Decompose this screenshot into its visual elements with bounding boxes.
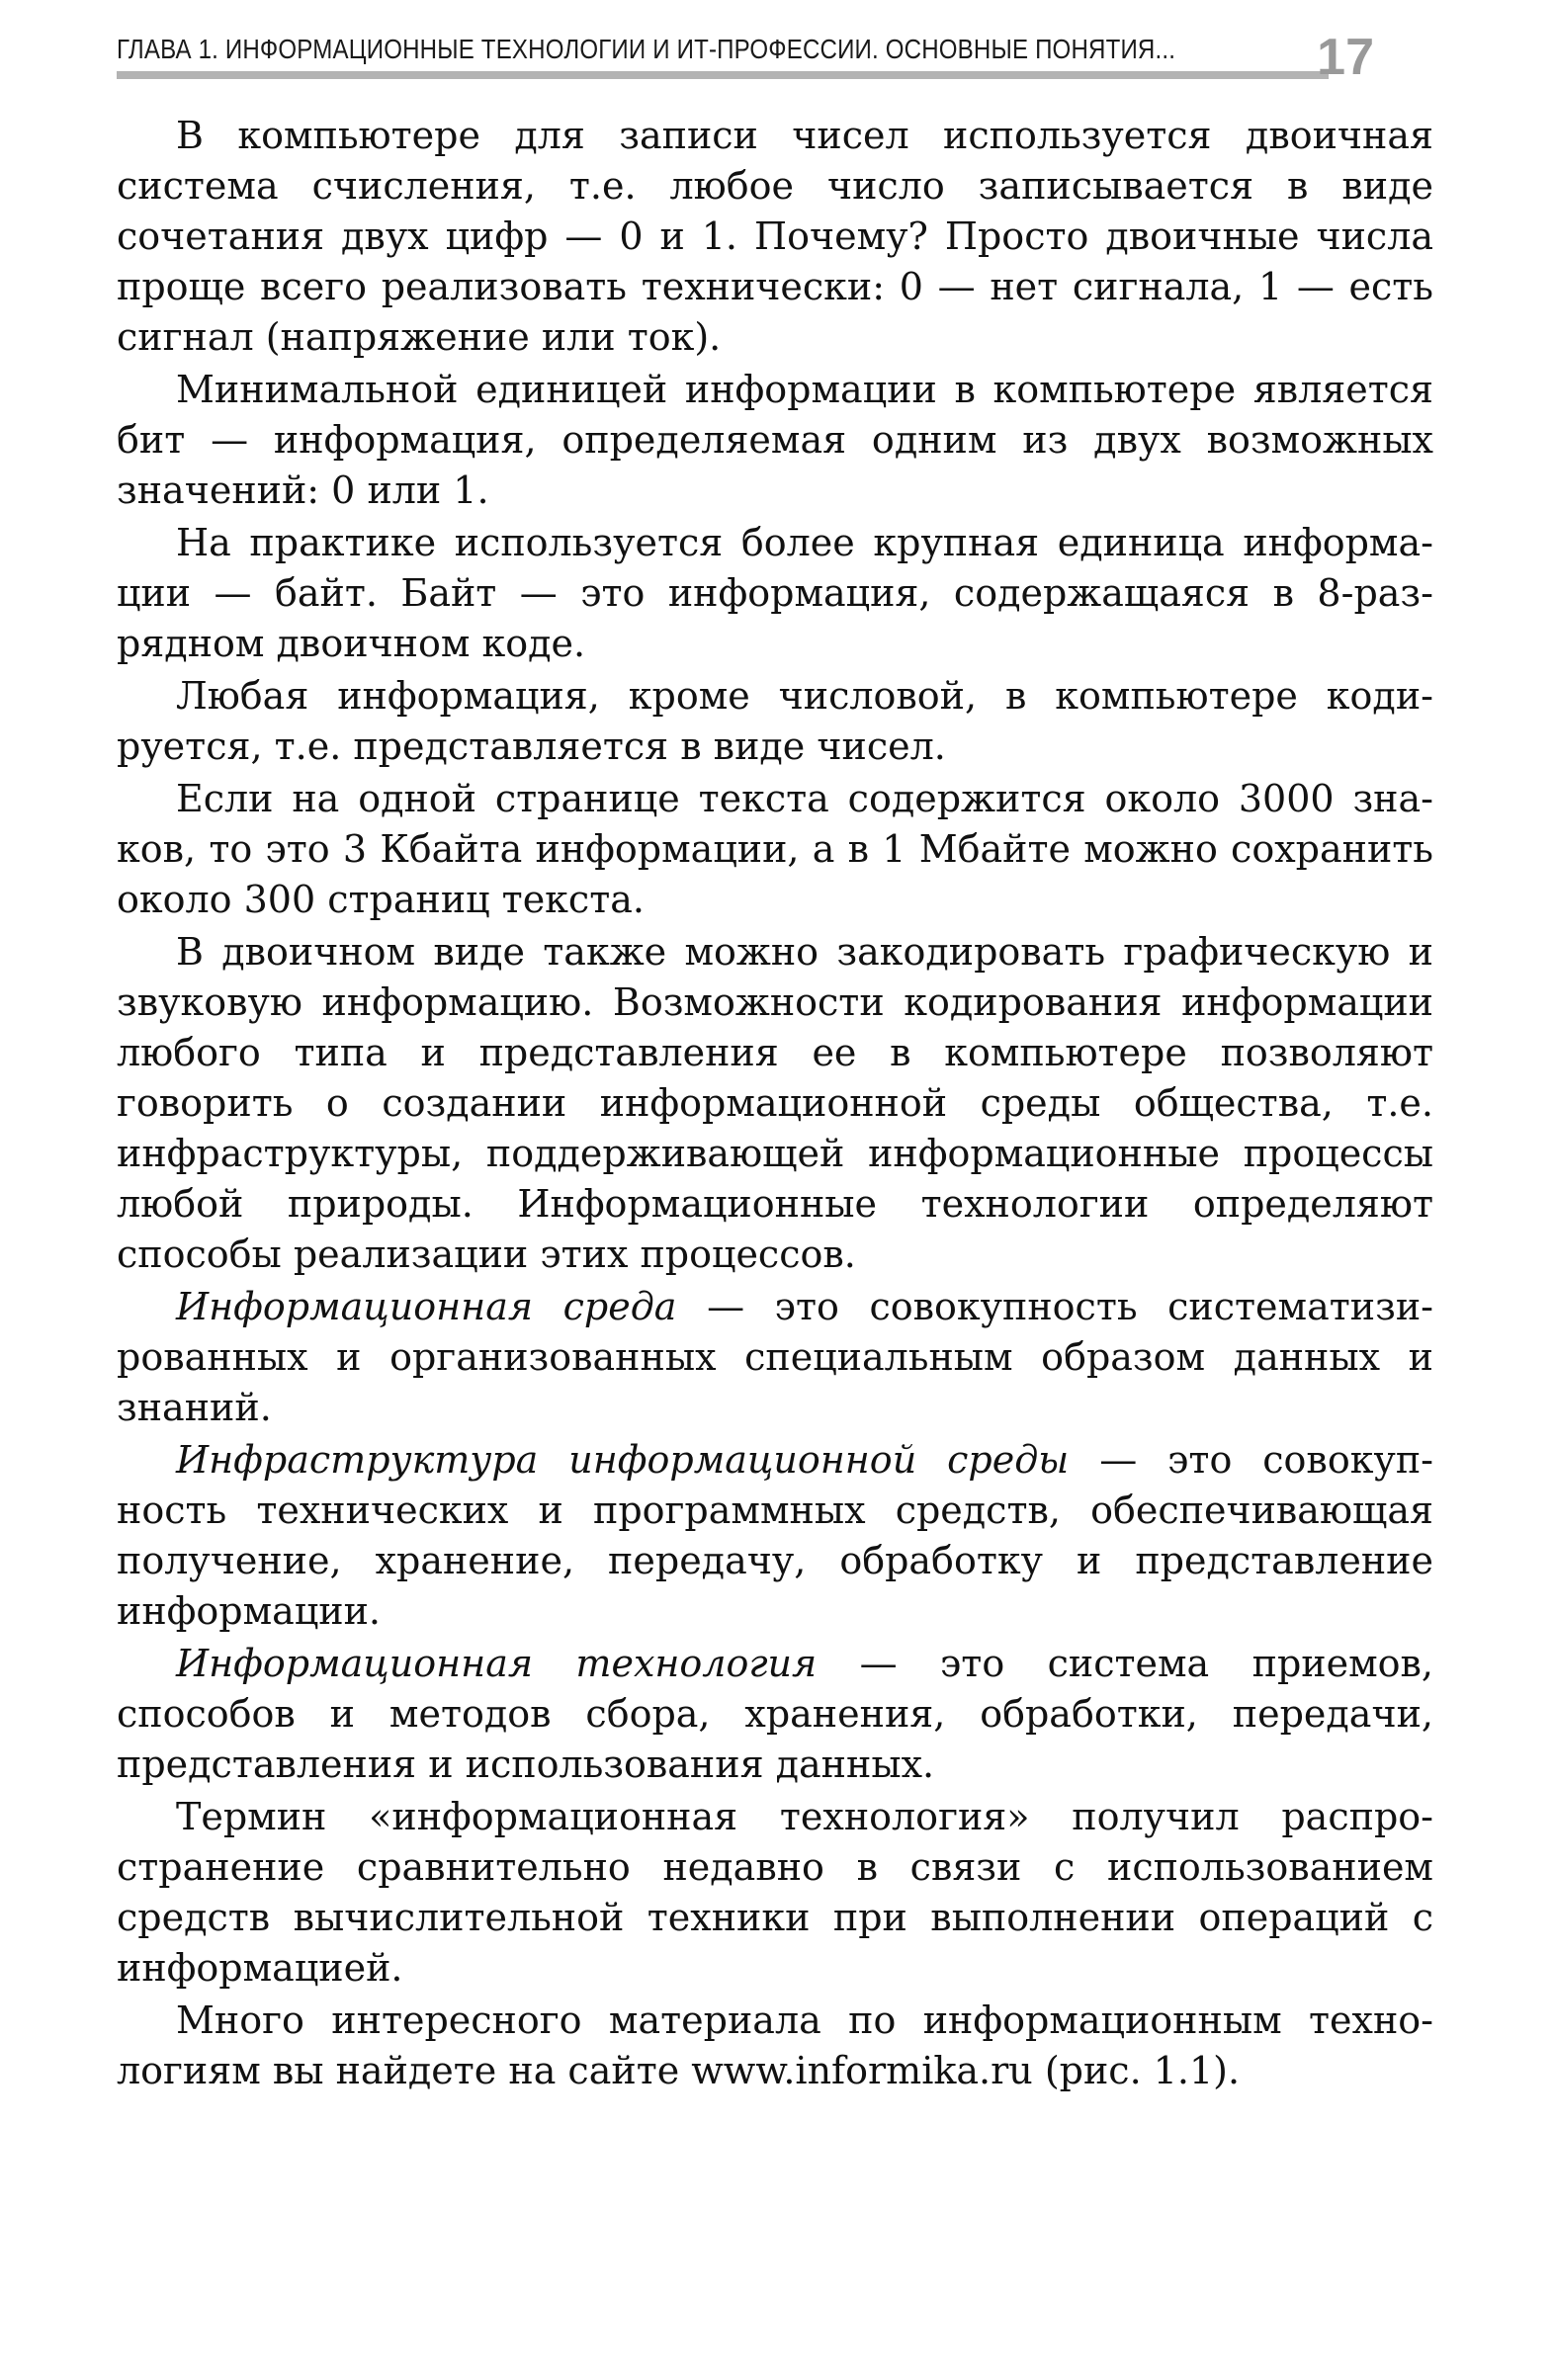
paragraph-binary-system: В компьютере для записи чисел используется двоичная система счисления, т.е. любое число записывается в виде сочетания двух цифр — 0 и 1. Почему? Просто двоичные числа проще всего реализовать технически: 0 — нет сигнала, 1 — есть сигнал (напряжение или ток). (117, 114, 1433, 359)
term-infrastructure: Инфраструктура информационной среды (176, 1438, 1070, 1482)
paragraph-information-environment: В двоичном виде также можно закодировать графическую и звуковую информацию. Возможности кодирования информации любого типа и представления ее в компьютере позволяют говорить о создании информационной среды общества, т.е. инфраструктуры, поддерживающей информационные процессы любой природы. Информационные технологии определяют способы реализации этих процессов. (117, 930, 1433, 1276)
definition-information-environment: Информационная среда — это совокупность систематизированных и организованных специальным образом данных и знаний. (117, 1285, 1433, 1429)
body-text (117, 111, 1433, 2098)
header-rule (117, 71, 1329, 79)
definition-information-technology: Информационная технология — это система приемов, способов и методов сбора, хранения, обработки, передачи, представления и использования данных. (117, 1642, 1433, 1786)
term-information-technology: Информационная технология (176, 1642, 818, 1685)
paragraph-term-history: Термин «информационная технология» получил распространение сравнительно недавно в связи с использованием средств вычислительной техники при выполнении операций с информацией. (117, 1795, 1433, 1990)
paragraph-bit: Минимальной единицей информации в компьютере является бит — информация, определяемая одним из двух возможных значений: 0 или 1. (117, 368, 1433, 512)
paragraph-kilobytes: Если на одной странице текста содержится около 3000 знаков, то это 3 Кбайта информации, а в 1 Мбайте можно сохранить около 300 страниц текста. (117, 777, 1433, 921)
term-information-environment: Информационная среда (176, 1285, 677, 1328)
paragraph-website-reference: Много интересного материала по информационным технологиям вы найдете на сайте www.informika.ru (рис. 1.1). (117, 1998, 1433, 2092)
running-title: ГЛАВА 1. ИНФОРМАЦИОННЫЕ ТЕХНОЛОГИИ И ИТ-ПРОФЕССИИ. ОСНОВНЫЕ ПОНЯТИЯ... (117, 34, 1176, 64)
paragraph-encoding: Любая информация, кроме числовой, в компьютере кодируется, т.е. представляется в виде чисел. (117, 674, 1433, 768)
paragraph-byte: На практике используется более крупная единица информации — байт. Байт — это информация, содержащаяся в 8-разрядном двоичном коде. (117, 521, 1433, 665)
running-header (117, 28, 1374, 87)
definition-infrastructure: Инфраструктура информационной среды — это совокупность технических и программных средств, обеспечивающая получение, хранение, передачу, обработку и представление информации. (117, 1438, 1433, 1633)
page-number: 17 (1317, 29, 1374, 86)
